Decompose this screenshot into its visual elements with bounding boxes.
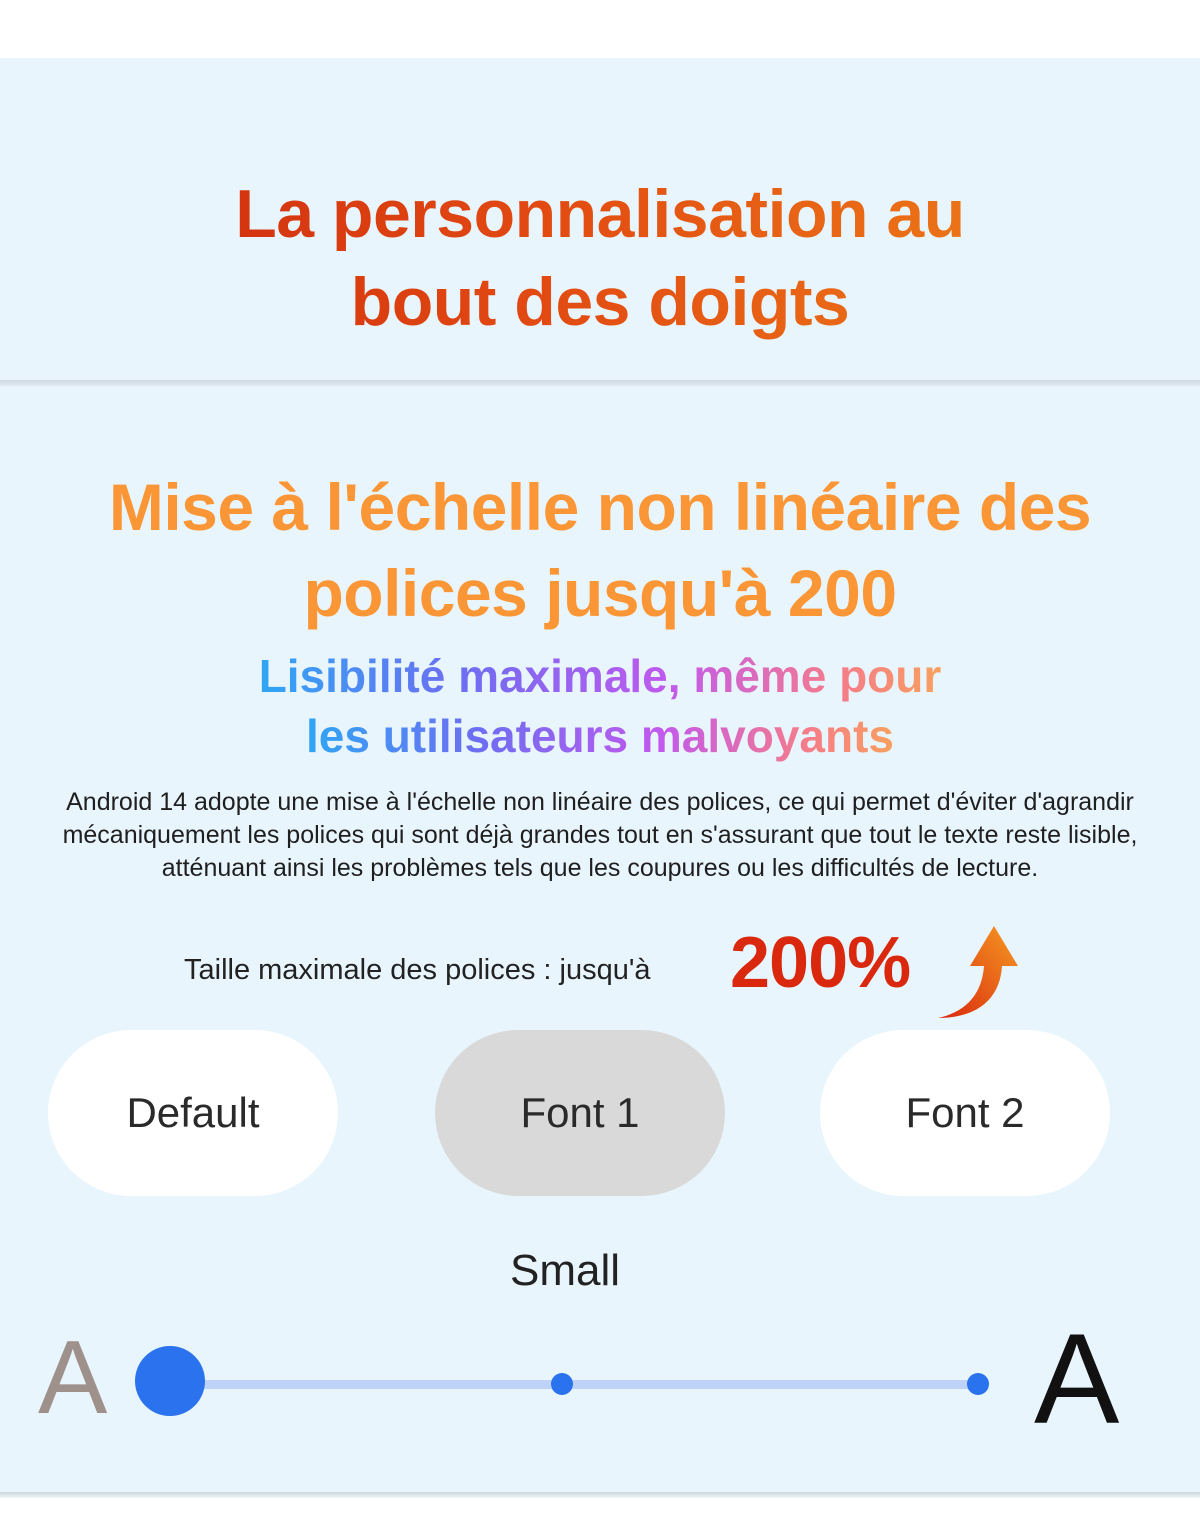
font-option-font1-label: Font 1 xyxy=(520,1089,640,1136)
hero-title xyxy=(0,170,1200,346)
font-size-slider-track[interactable] xyxy=(168,1380,980,1389)
max-size-value: 200% xyxy=(730,923,911,1003)
slider-step-large[interactable] xyxy=(967,1373,989,1395)
max-size-row xyxy=(0,918,1200,1018)
hero-title-line2: bout des doigts xyxy=(350,264,850,340)
feature-description: Android 14 adopte une mise à l'échelle non linéaire des polices, ce qui permet d'éviter d'agrandir mécaniquement les polices qui sont déjà grandes tout en s'assurant que tout le texte reste lisible, atténuant ainsi les problèmes tels que les coupures ou les difficultés de lecture. xyxy=(62,788,1138,882)
feature-headline xyxy=(0,464,1200,636)
feature-subline xyxy=(0,646,1200,766)
feature-subline-line2: les utilisateurs malvoyants xyxy=(306,706,894,766)
max-size-label: Taille maximale des polices : jusqu'à xyxy=(184,954,651,986)
slider-step-medium[interactable] xyxy=(551,1373,573,1395)
font-option-default-label: Default xyxy=(126,1089,260,1136)
feature-subline-line1: Lisibilité maximale, même pour xyxy=(259,646,942,706)
up-arrow-icon xyxy=(932,920,1022,1024)
hero-banner xyxy=(0,58,1200,380)
bottom-divider xyxy=(0,1492,1200,1498)
font-size-label: Small xyxy=(509,1246,621,1295)
hero-title-line1: La personnalisation au xyxy=(235,176,965,252)
font-option-font1[interactable] xyxy=(435,1030,725,1196)
font-size-slider-thumb[interactable] xyxy=(135,1346,205,1416)
font-option-default[interactable] xyxy=(48,1030,338,1196)
small-text-glyph-icon: A xyxy=(38,1320,108,1436)
feature-headline-line1: Mise à l'échelle non linéaire des xyxy=(108,470,1092,544)
feature-headline-line2: polices jusqu'à 200 xyxy=(303,556,897,630)
font-option-font2-label: Font 2 xyxy=(905,1089,1025,1136)
font-option-font2[interactable] xyxy=(820,1030,1110,1196)
large-text-glyph-icon: A xyxy=(1034,1308,1120,1451)
